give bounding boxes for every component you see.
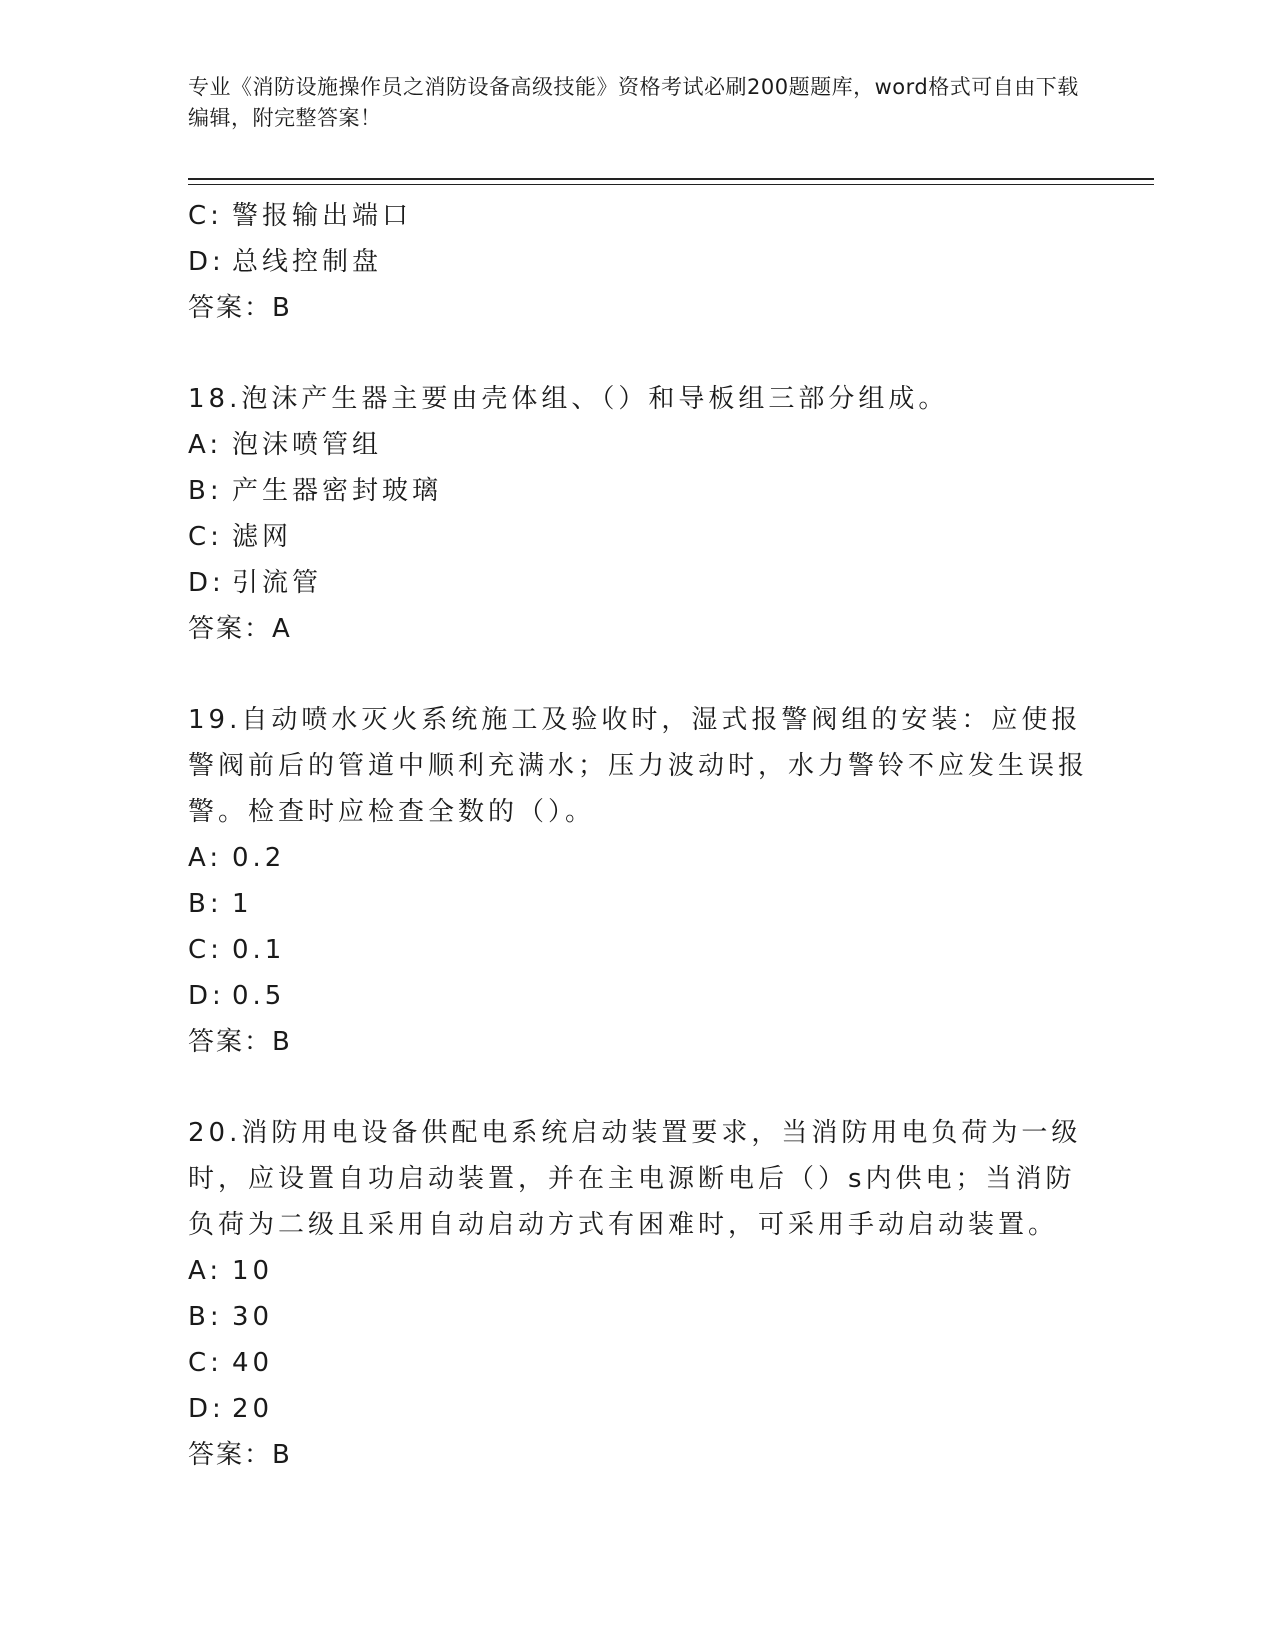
document-header: 专业《消防设施操作员之消防设备高级技能》资格考试必刷200题题库，word格式可自由下载编辑，附完整答案！ — [188, 75, 1079, 130]
header-divider-thick — [188, 178, 1154, 180]
question-18 — [188, 376, 1088, 652]
option-c: C: 滤网 — [188, 522, 293, 552]
option-a: A: 泡沫喷管组 — [188, 430, 383, 460]
header-divider-thin — [188, 184, 1154, 185]
option-d: D: 0.5 — [188, 981, 286, 1011]
answer-line: 答案：B — [188, 1027, 292, 1057]
question-20 — [188, 1110, 1088, 1478]
option-b: B: 30 — [188, 1302, 274, 1332]
option-a: A: 10 — [188, 1256, 274, 1286]
answer-line: 答案：A — [188, 614, 292, 644]
question-stem: 20.消防用电设备供配电系统启动装置要求，当消防用电负荷为一级时，应设置自功启动装置，并在主电源断电后（）s内供电；当消防负荷为二级且采用自动启动方式有困难时，可采用手动启动装置。 — [188, 1118, 1082, 1240]
option-a: A: 0.2 — [188, 843, 286, 873]
option-c: C: 40 — [188, 1348, 274, 1378]
option-d: D: 引流管 — [188, 568, 323, 598]
answer-line: 答案：B — [188, 1440, 292, 1470]
question-list — [188, 193, 1088, 1478]
question-stem: 18.泡沫产生器主要由壳体组、（）和导板组三部分组成。 — [188, 384, 949, 414]
option-c: C: 0.1 — [188, 935, 286, 965]
option-d: D: 20 — [188, 1394, 274, 1424]
partial-question — [188, 193, 1088, 331]
option-b: B: 1 — [188, 889, 253, 919]
question-stem: 19.自动喷水灭火系统施工及验收时，湿式报警阀组的安装：应使报警阀前后的管道中顺利充满水；压力波动时，水力警铃不应发生误报警。检查时应检查全数的（）。 — [188, 705, 1089, 827]
question-19 — [188, 697, 1088, 1065]
option-b: B: 产生器密封玻璃 — [188, 476, 443, 506]
option-d: D: 总线控制盘 — [188, 247, 383, 277]
option-c: C: 警报输出端口 — [188, 201, 413, 231]
answer-line: 答案：B — [188, 293, 292, 323]
